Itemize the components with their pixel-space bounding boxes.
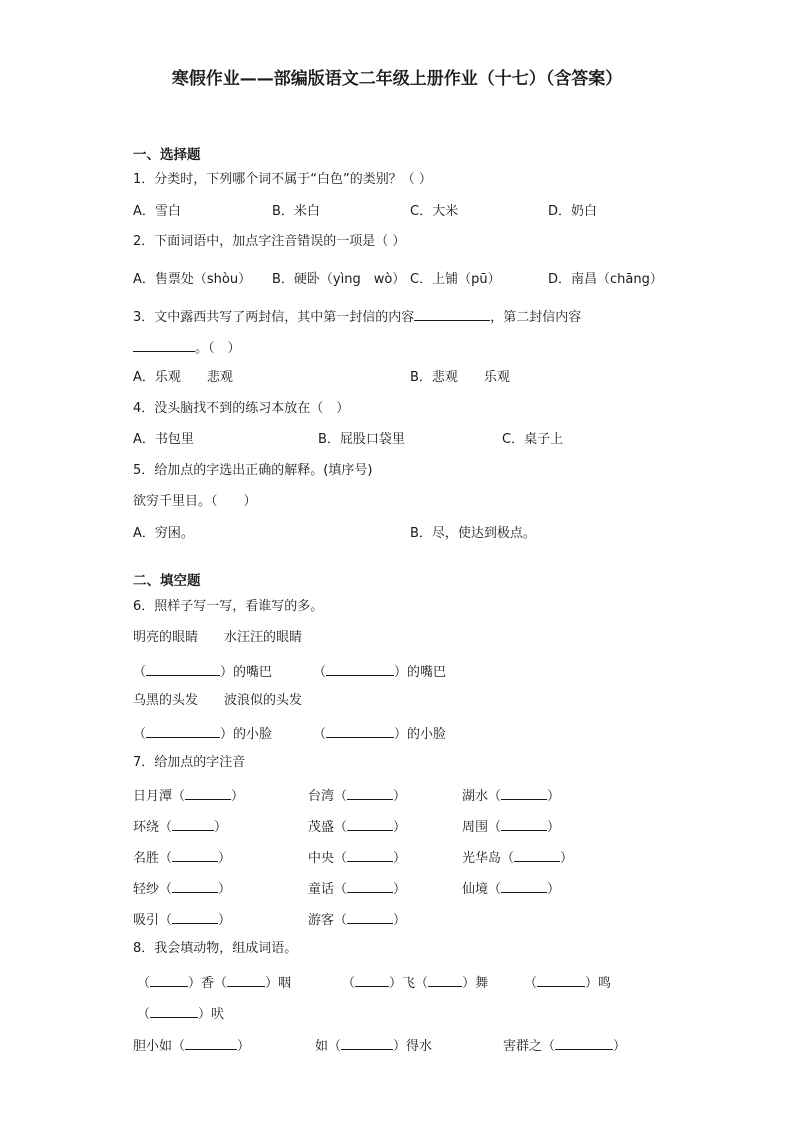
- page-title: 寒假作业——部编版语文二年级上册作业（十七）（含答案）: [171, 69, 623, 89]
- q7-item: 日月潭（ ）: [133, 785, 244, 806]
- q8-row-3b: 如（ ）得水: [315, 1035, 432, 1056]
- q7-item: 茂盛（ ）: [308, 816, 406, 837]
- q7-blank[interactable]: [347, 785, 393, 800]
- q8-blank[interactable]: [227, 972, 265, 987]
- q6-example-1: 明亮的眼睛 水汪汪的眼睛: [133, 630, 303, 645]
- question-2-stem: 2．下面词语中，加点字注音错误的一项是（ ）: [133, 234, 406, 249]
- q3-option-b: B．悲观 乐观: [410, 370, 510, 385]
- section-heading-choice: 一、选择题: [133, 147, 201, 163]
- q3-blank-2[interactable]: [133, 337, 195, 352]
- q5-option-a: A．穷困。: [133, 526, 194, 541]
- q2-option-b: B．硬卧（yìng wò）: [272, 272, 406, 287]
- q7-blank[interactable]: [347, 909, 393, 924]
- q2-option-d: D．南昌（chāng）: [548, 272, 663, 287]
- q6-blank-2[interactable]: [326, 661, 394, 676]
- q7-item: 湖水（ ）: [462, 785, 560, 806]
- q7-item: 名胜（ ）: [133, 847, 231, 868]
- q7-item: 台湾（ ）: [308, 785, 406, 806]
- q7-item: 光华岛（ ）: [462, 847, 573, 868]
- q7-blank[interactable]: [514, 847, 560, 862]
- q8-blank[interactable]: [150, 1003, 198, 1018]
- question-6-stem: 6．照样子写一写，看谁写的多。: [133, 599, 324, 614]
- q8-row-1c: （ ）鸣: [524, 972, 611, 993]
- q7-item: 中央（ ）: [308, 847, 406, 868]
- q8-row-2: （ ）吠: [137, 1003, 224, 1024]
- q5-option-b: B．尽，使达到极点。: [410, 526, 536, 541]
- q7-blank[interactable]: [172, 878, 218, 893]
- q8-blank[interactable]: [355, 972, 389, 987]
- q4-option-a: A．书包里: [133, 432, 194, 447]
- question-4-stem: 4．没头脑找不到的练习本放在（ ）: [133, 401, 350, 416]
- q7-item: 仙境（ ）: [462, 878, 560, 899]
- q3-stem-part-3: 。（ ）: [195, 341, 241, 356]
- q6-fill-row-1: （ ）的嘴巴: [133, 661, 272, 682]
- q6-fill-label: 的嘴巴: [407, 665, 447, 680]
- q6-blank-1[interactable]: [146, 661, 220, 676]
- q3-stem-part-1: 3．文中露西共写了两封信，其中第一封信的内容: [133, 310, 415, 325]
- q8-blank[interactable]: [341, 1035, 393, 1050]
- q3-stem-part-2: ，第二封信内容: [490, 310, 582, 325]
- q1-option-d: D．奶白: [548, 204, 598, 219]
- q8-row-1: （ ）香（ ）咽: [137, 972, 291, 993]
- q8-blank[interactable]: [185, 1035, 237, 1050]
- question-3-stem: [133, 306, 581, 327]
- q7-item: 轻纱（ ）: [133, 878, 231, 899]
- section-heading-fill: 二、填空题: [133, 573, 201, 589]
- q3-blank-1[interactable]: [414, 306, 490, 321]
- q4-option-c: C．桌子上: [502, 432, 564, 447]
- q5-sub: 欲穷千里目。（ ）: [133, 494, 257, 509]
- q3-option-a: A．乐观 悲观: [133, 370, 233, 385]
- q6-example-2: 乌黑的头发 波浪似的头发: [133, 693, 303, 708]
- q8-row-3c: 害群之（ ）: [503, 1035, 626, 1056]
- q6-fill-row-1b: （ ）的嘴巴: [313, 661, 446, 682]
- q7-blank[interactable]: [347, 847, 393, 862]
- q6-fill-label: 的小脸: [233, 727, 273, 742]
- q7-item: 吸引（ ）: [133, 909, 231, 930]
- q6-fill-row-2: （ ）的小脸: [133, 723, 272, 744]
- question-7-stem: 7．给加点的字注音: [133, 755, 246, 770]
- q6-blank-3[interactable]: [146, 723, 220, 738]
- q7-blank[interactable]: [501, 816, 547, 831]
- q8-row-1b: （ ）飞（ ）舞: [342, 972, 488, 993]
- q7-blank[interactable]: [172, 847, 218, 862]
- q7-item: 周围（ ）: [462, 816, 560, 837]
- q8-blank[interactable]: [150, 972, 188, 987]
- q8-blank[interactable]: [537, 972, 585, 987]
- q7-blank[interactable]: [347, 878, 393, 893]
- q2-option-c: C．上铺（pū）: [410, 272, 501, 287]
- q6-fill-label: 的小脸: [407, 727, 447, 742]
- question-1-stem: 1．分类时，下列哪个词不属于“白色”的类别？（ ）: [133, 172, 432, 187]
- q7-blank[interactable]: [185, 785, 231, 800]
- q8-blank[interactable]: [428, 972, 462, 987]
- q7-item: 环绕（ ）: [133, 816, 227, 837]
- q7-blank[interactable]: [172, 816, 214, 831]
- q4-option-b: B．屁股口袋里: [318, 432, 405, 447]
- q8-row-3a: 胆小如（ ）: [133, 1035, 250, 1056]
- q1-option-b: B．米白: [272, 204, 320, 219]
- q7-blank[interactable]: [501, 785, 547, 800]
- q7-blank[interactable]: [172, 909, 218, 924]
- q1-option-c: C．大米: [410, 204, 459, 219]
- q6-fill-row-2b: （ ）的小脸: [313, 723, 446, 744]
- q7-item: 游客（ ）: [308, 909, 406, 930]
- q7-blank[interactable]: [501, 878, 547, 893]
- question-3-stem-cont: [133, 337, 241, 358]
- q7-blank[interactable]: [347, 816, 393, 831]
- q1-option-a: A．雪白: [133, 204, 181, 219]
- q2-option-a: A．售票处（shòu）: [133, 272, 252, 287]
- q6-fill-label: 的嘴巴: [233, 665, 273, 680]
- question-5-stem: 5．给加点的字选出正确的解释。(填序号): [133, 463, 373, 478]
- q8-blank[interactable]: [555, 1035, 613, 1050]
- q7-item: 童话（ ）: [308, 878, 406, 899]
- q6-blank-4[interactable]: [326, 723, 394, 738]
- question-8-stem: 8．我会填动物，组成词语。: [133, 941, 298, 956]
